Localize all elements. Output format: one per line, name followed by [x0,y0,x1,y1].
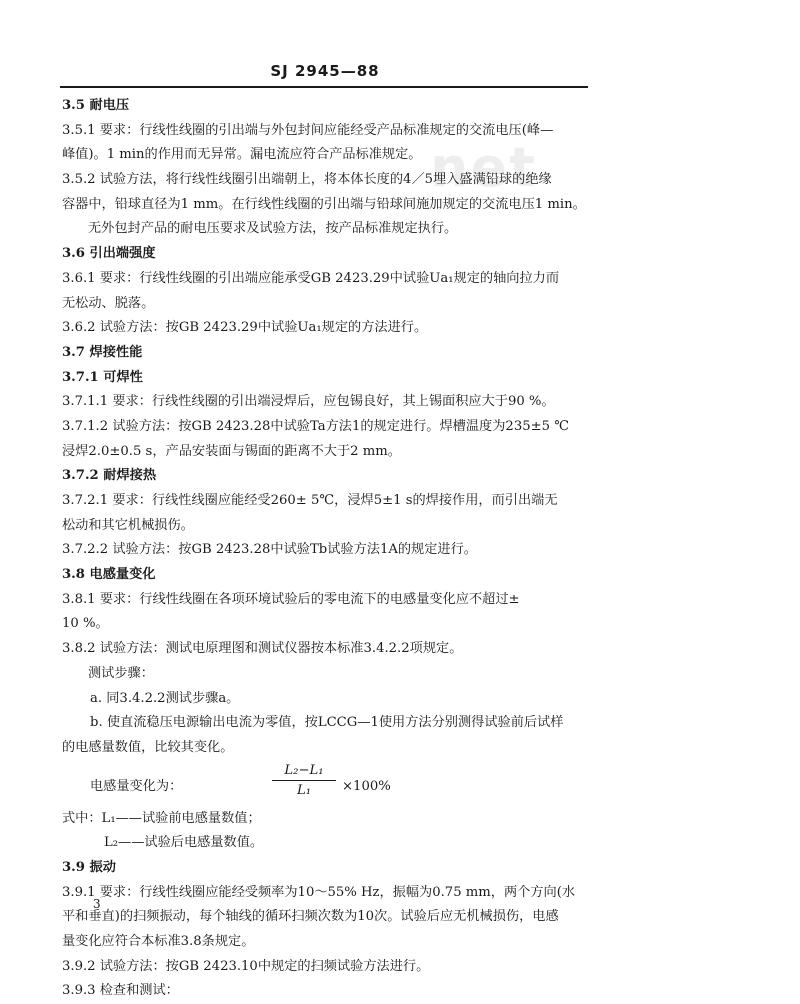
section-heading: 3.6 引出端强度 [62,246,156,262]
formula [62,761,598,807]
text-line: 3.8.1 要求：行线性线圈在各项环境试验后的零电流下的电感量变化应不超过± [62,591,520,607]
formula-numerator: L₂−L₁ [272,761,336,781]
section-heading: 3.8 电感量变化 [62,567,156,583]
section-heading: 3.5 耐电压 [62,98,130,113]
text-line: 3.5.1 要求：行线性线圈的引出端与外包封间应能经受产品标准规定的交流电压(峰— [62,122,554,138]
text-line: 3.7.2.2 试验方法：按GB 2423.28中试验Tb试验方法1A的规定进行。 [62,542,477,558]
formula-denominator: L₁ [296,782,312,798]
text-line: 浸焊2.0±0.5 s，产品安装面与锡面的距离不大于2 mm。 [62,443,401,459]
text-block-lower [62,856,598,1004]
text-line: 3.9.3 检查和测试： [62,983,179,999]
text-line: 容器中，铅球直径为1 mm。在行线性线圈的引出端与铅球间施加规定的交流电压1 min。 [62,196,586,212]
page-number: 3 [93,897,101,911]
text-line: 无外包封产品的耐电压要求及试验方法，按产品标准规定执行。 [88,221,458,237]
text-line: b. 使直流稳压电源输出电流为零值，按LCCG—1使用方法分别测得试验前后试样 [90,715,564,731]
text-line: 3.7.2.1 要求：行线性线圈应能经受260± 5℃，浸焊5±1 s的焊接作用，而引出端无 [62,493,558,508]
section-heading: 3.7.1 可焊性 [62,369,143,385]
text-line: 3.8.2 试验方法：测试电原理图和测试仪器按本标准3.4.2.2项规定。 [62,641,463,657]
text-line: 平和垂直)的扫频振动，每个轴线的循环扫频次数为10次。试验后应无机械损伤，电感 [62,909,559,925]
text-line: 量变化应符合本标准3.8条规定。 [62,934,255,949]
text-block-upper [62,94,598,761]
text-line: 测试步骤： [88,665,154,681]
text-line: a. 同3.4.2.2测试步骤a。 [90,690,240,706]
watermark: net [430,136,537,199]
text-line: 3.5.2 试验方法，将行线性线圈引出端朝上，将本体长度的4／5埋入盛满铅球的绝缘 [62,172,552,188]
section-heading: 3.9 振动 [62,859,116,875]
where-line-1: 式中：L₁——试验前电感量数值； [62,810,261,826]
text-line: 3.7.1.1 要求：行线性线圈的引出端浸焊后，应包锡良好，其上锡面积应大于90 %。 [62,394,555,410]
header-rule [60,86,588,88]
text-line: 10 %。 [62,616,109,632]
text-line: 无松动、脱落。 [62,295,155,311]
document-header: SJ 2945—88 [270,62,380,80]
formula-multiplier: ×100% [342,778,391,794]
text-line: 3.6.1 要求：行线性线圈的引出端应能承受GB 2423.29中试验Ua₁规定的轴向拉力而 [62,270,560,286]
text-line: 松动和其它机械损伤。 [62,517,194,533]
where-line-2: L₂——试验后电感量数值。 [104,835,264,851]
section-heading: 3.7.2 耐焊接热 [62,468,157,484]
text-line: 3.7.1.2 试验方法：按GB 2423.28中试验Ta方法1的规定进行。焊槽温度为235±5 ℃ [62,418,569,434]
formula-label: 电感量变化为： [90,778,183,794]
section-heading: 3.7 焊接性能 [62,344,143,360]
formula-fraction [272,761,336,801]
text-line: 峰值)。1 min的作用而无异常。漏电流应符合产品标准规定。 [62,147,422,163]
text-line: 3.9.1 要求：行线性线圈应能经受频率为10～55% Hz，振幅为0.75 mm，两个方向(水 [62,884,576,900]
document-body [62,94,598,1004]
text-line: 的电感量数值，比较其变化。 [62,739,234,755]
text-line: 3.9.2 试验方法：按GB 2423.10中规定的扫频试验方法进行。 [62,958,430,974]
text-line: 3.6.2 试验方法：按GB 2423.29中试验Ua₁规定的方法进行。 [62,320,428,336]
